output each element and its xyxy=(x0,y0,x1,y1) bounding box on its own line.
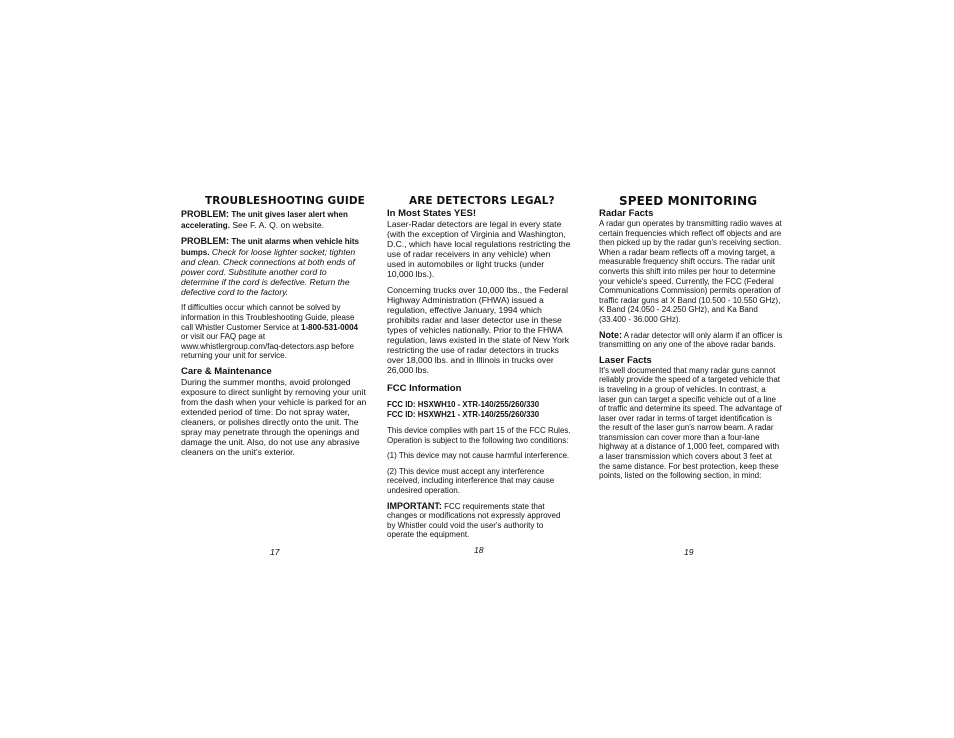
troubleshooting-heading: TROUBLESHOOTING GUIDE xyxy=(205,195,365,207)
problem-laser-bold: The unit gives laser alert when accelerating. xyxy=(181,210,348,230)
care-heading: Care & Maintenance xyxy=(181,365,272,377)
laser-facts-heading: Laser Facts xyxy=(599,354,652,366)
customer-service-paragraph xyxy=(181,303,367,361)
radar-facts-heading: Radar Facts xyxy=(599,208,654,219)
fcc-heading: FCC Information xyxy=(387,383,462,394)
speed-monitoring-heading: SPEED MONITORING xyxy=(619,194,758,208)
customer-service-text-2: or visit our FAQ page at xyxy=(181,332,266,342)
important-label: IMPORTANT: xyxy=(387,500,442,511)
fcc-paragraph-3: (2) This device must accept any interference received, including interference that may cause undesired operation. xyxy=(387,466,555,495)
laser-facts-text: It's well documented that many radar guns cannot reliably provide the speed of a targeted vehicle that is traveling in a group of vehicles. In contrast, a laser gun can target a specific vehicle out of a line of traffic and determine its speed. The advantage of laser over radar in terms of target identification is the result of the laser gun's narrow beam. A radar transmission can cover more than a four-lane highway at a distance of 1,000 feet, compared with a laser transmission which covers about 3 feet at the same distance. For best protection, keep these points, listed on the following section, in mind: xyxy=(599,365,782,481)
radar-facts-text: A radar gun operates by transmitting radio waves at certain frequencies which reflect off objects and are then picked up by the radar gun's receiving section. When a radar beam reflects off a moving target, a measurable frequency shift occurs. The radar unit converts this shift into miles per hour to determine your vehicle's speed. Currently, the FCC (Federal Communications Commission) permits operation of traffic radar guns at X Band (10.500 - 10.550 GHz), K Band (24.050 - 24.250 GHz), and Ka Band (33.400 - 36.000 GHz). xyxy=(599,219,782,324)
fcc-paragraph-2: (1) This device may not cause harmful interference. xyxy=(387,451,570,461)
page-number-17: 17 xyxy=(270,547,280,557)
note-label: Note: xyxy=(599,329,622,340)
legality-paragraph-2: Concerning trucks over 10,000 lbs., the Federal Highway Administration (FHWA) issued a regulation, effective January, 1994 which prohibits radar and laser detector use in these types of vehicles nationally. Prior to the FHWA regulation, laws existed in the state of New York restricting the use of radar detectors in trucks over 18,000 lbs. and in Illinois in trucks over 26,000 lbs. xyxy=(387,285,570,375)
problem-label: PROBLEM: xyxy=(181,236,229,247)
customer-service-text-3: before returning your unit for service. xyxy=(181,341,354,361)
page-number-18: 18 xyxy=(474,545,484,555)
legality-column xyxy=(387,196,571,546)
problem-bumps-bold: The unit alarms when vehicle hits bumps. xyxy=(181,237,359,257)
page-number-19: 19 xyxy=(684,547,694,557)
troubleshooting-column xyxy=(181,196,367,463)
fcc-id-2: FCC ID: HSXWH21 - XTR-140/255/260/330 xyxy=(387,410,540,419)
fcc-id-1: FCC ID: HSXWH10 - XTR-140/255/260/330 xyxy=(387,400,540,409)
legality-paragraph-1: Laser-Radar detectors are legal in every state (with the exception of Virginia and Washington, D.C., which have local regulations restricting the use of radar receivers in any vehicle) when used in automobiles or light trucks (under 10,000 lbs.). xyxy=(387,219,571,279)
problem-bumps-text: Check for loose lighter socket; tighten and clean. Check connections at both ends of power cord. Substitute another cord to determine if the cord is defective. Return the defective cord to the factory. xyxy=(181,246,356,298)
problem-label: PROBLEM: xyxy=(181,209,229,219)
customer-service-phone: 1-800-531-0004 xyxy=(301,322,358,332)
problem-laser-text: See F. A. Q. on website. xyxy=(232,219,325,230)
care-text: During the summer months, avoid prolonged exposure to direct sunlight by removing your unit from the dash when your vehicle is parked for an extended period of time. Do not spray water, cleaners, or polishes directly onto the unit. The spray may penetrate through the openings and damage the unit. Also, do not use any abrasive cleaners on the unit's exterior. xyxy=(181,376,367,457)
note-text: A radar detector will only alarm if an officer is transmitting on any one of the above radar bands. xyxy=(599,330,783,350)
legality-heading: ARE DETECTORS LEGAL? xyxy=(409,195,555,207)
legality-subheading: In Most States YES! xyxy=(387,208,477,219)
speed-monitoring-column xyxy=(599,196,783,487)
fcc-paragraph-1: This device complies with part 15 of the FCC Rules. Operation is subject to the following two conditions: xyxy=(387,426,571,445)
faq-url: www.whistlergroup.com/faq-detectors.asp xyxy=(181,341,330,351)
problem-bumps xyxy=(181,236,367,297)
important-text: FCC requirements state that changes or modifications not expressly approved by Whistler could void the user's authority to operate the equipment. xyxy=(387,501,561,540)
note-paragraph xyxy=(599,331,783,350)
customer-service-text: If difficulties occur which cannot be solved by information in this Troubleshooting Guide, please call Whistler Customer Service at xyxy=(181,303,355,332)
important-paragraph xyxy=(387,502,571,540)
problem-laser-alert xyxy=(181,209,367,230)
